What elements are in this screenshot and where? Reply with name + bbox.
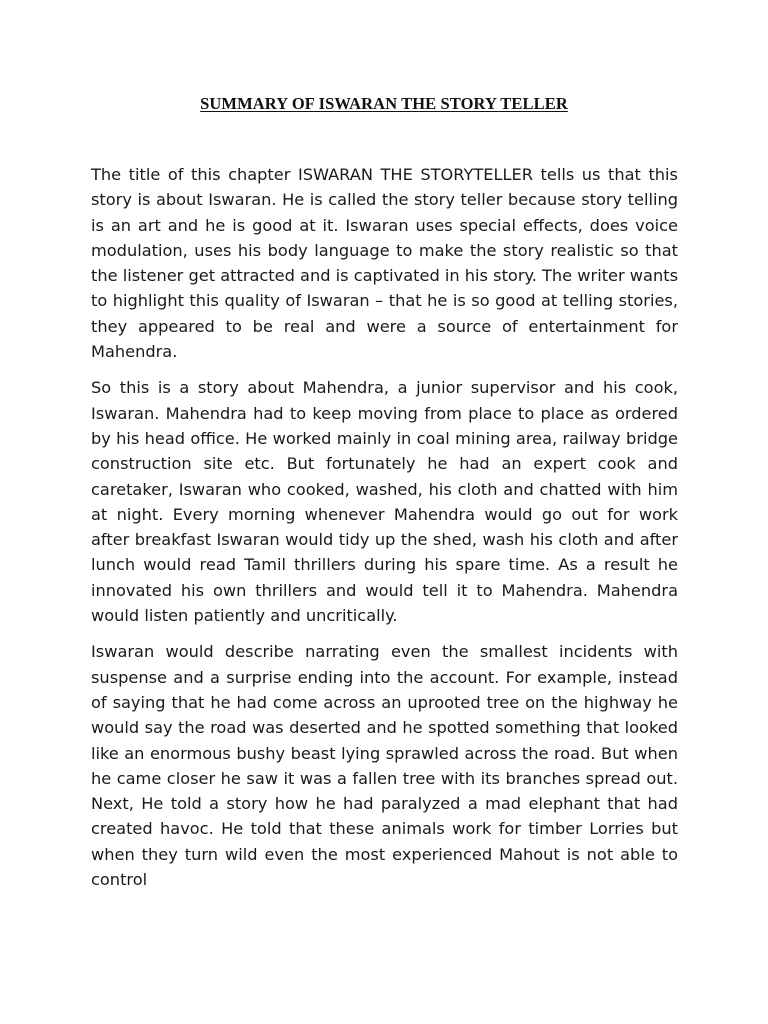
document-body	[91, 162, 678, 903]
paragraph-3: Iswaran would describe narrating even the smallest incidents with suspense and a surprise ending into the account. For example, instead of saying that he had come across an uprooted tree on the highway he would say the road was deserted and he spotted something that looked like an enormous bushy beast lying sprawled across the road. But when he came closer he saw it was a fallen tree with its branches spread out. Next, He told a story how he had paralyzed a mad elephant that had created havoc. He told that these animals work for timber Lorries but when they turn wild even the most experienced Mahout is not able to control	[91, 642, 678, 890]
paragraph-1: The title of this chapter ISWARAN THE STORYTELLER tells us that this story is about Iswaran. He is called the story teller because story telling is an art and he is good at it. Iswaran uses special effects, does voice modulation, uses his body language to make the story realistic so that the listener get attracted and is captivated in his story. The writer wants to highlight this quality of Iswaran – that he is so good at telling stories, they appeared to be real and were a source of entertainment for Mahendra.	[91, 165, 678, 362]
document-title: SUMMARY OF ISWARAN THE STORY TELLER	[200, 94, 568, 113]
paragraph-2: So this is a story about Mahendra, a junior supervisor and his cook, Iswaran. Mahendra had to keep moving from place to place as ordered by his head office. He worked mainly in coal mining area, railway bridge construction site etc. But fortunately he had an expert cook and caretaker, Iswaran who cooked, washed, his cloth and chatted with him at night. Every morning whenever Mahendra would go out for work after breakfast Iswaran would tidy up the shed, wash his cloth and after lunch would read Tamil thrillers during his spare time. As a result he innovated his own thrillers and would tell it to Mahendra. Mahendra would listen patiently and uncritically.	[91, 378, 678, 626]
